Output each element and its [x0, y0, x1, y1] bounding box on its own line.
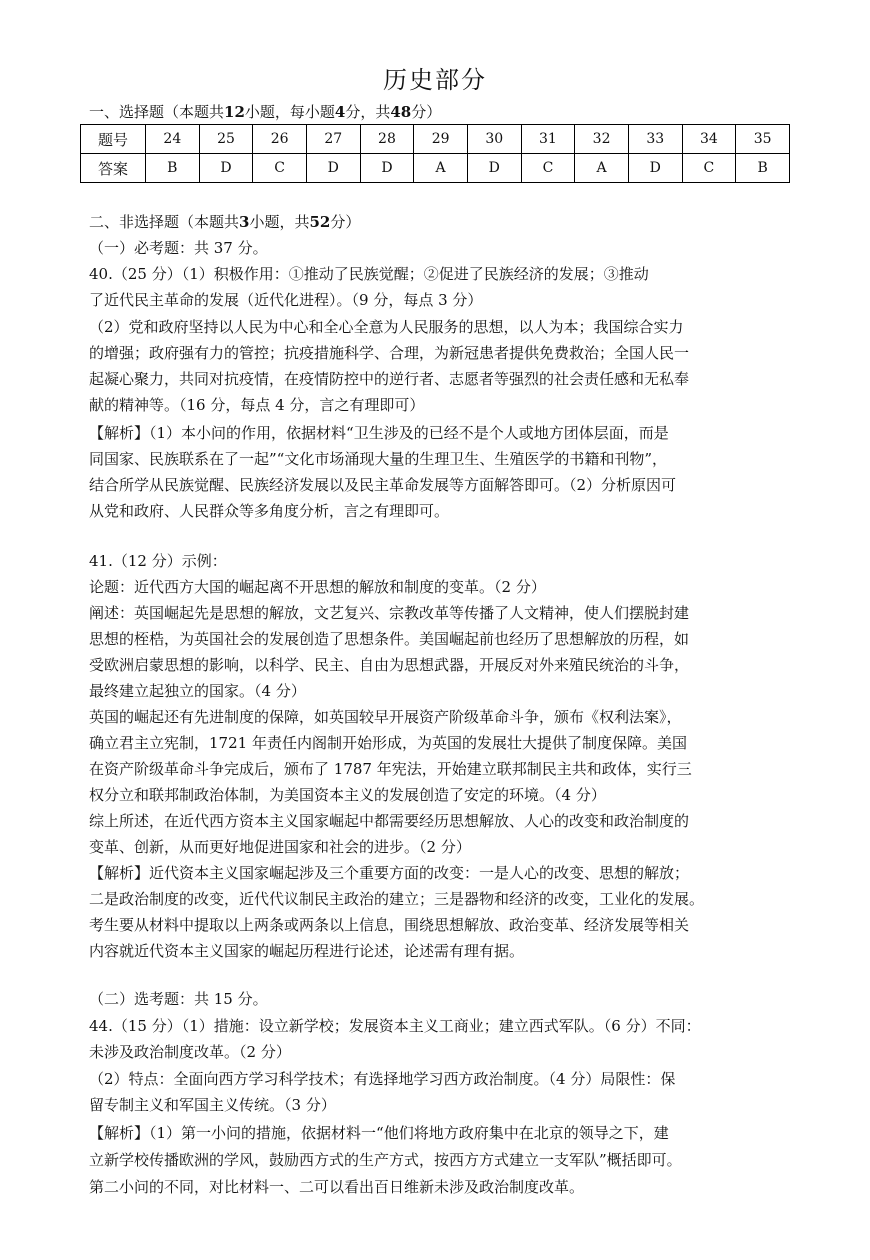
q41-heading: 41.（12 分）示例： [89, 552, 227, 570]
q44-analysis-line: 【解析】（1）第一小问的措施，依据材料一“他们将地方政府集中在北京的领导之下，建 [89, 1124, 669, 1142]
section-one-heading: 一、选择题（本题共12小题，每小题4分，共48分） [89, 103, 442, 121]
question-number: 25 [199, 125, 253, 154]
q41-answer-line: 最终建立起独立的国家。（4 分） [89, 682, 306, 700]
answer-cell: D [306, 154, 360, 183]
section-two-heading: 二、非选择题（本题共3小题，共52分） [89, 213, 361, 231]
q41-answer-line: 思想的桎梏，为英国社会的发展创造了思想条件。美国崛起前也经历了思想解放的历程，如 [89, 630, 690, 648]
answer-cell: A [575, 154, 629, 183]
q41-answer-line: 变革、创新，从而更好地促进国家和社会的进步。（2 分） [89, 838, 471, 856]
answer-cell: D [199, 154, 253, 183]
answer-cell: C [682, 154, 736, 183]
q41-answer-line: 论题：近代西方大国的崛起离不开思想的解放和制度的变革。（2 分） [89, 578, 546, 596]
question-number: 32 [575, 125, 629, 154]
answer-cell: C [521, 154, 575, 183]
question-number: 35 [736, 125, 790, 154]
subsection-required-heading: （一）必考题：共 37 分。 [89, 239, 268, 257]
q41-answer-line: 受欧洲启蒙思想的影响，以科学、民主、自由为思想武器，开展反对外来殖民统治的斗争， [89, 656, 690, 674]
answer-row [81, 154, 790, 183]
q41-analysis-line: 【解析】近代资本主义国家崛起涉及三个重要方面的改变：一是人心的改变、思想的解放； [89, 864, 690, 882]
question-number-row [81, 125, 790, 154]
question-number: 34 [682, 125, 736, 154]
q40-analysis-line: 结合所学从民族觉醒、民族经济发展以及民主革命发展等方面解答即可。（2）分析原因可 [89, 476, 677, 494]
answer-cell: C [253, 154, 307, 183]
q40-analysis-line: 同国家、民族联系在了一起”“文化市场涌现大量的生理卫生、生殖医学的书籍和刊物”， [89, 450, 668, 468]
answer-cell: B [736, 154, 790, 183]
answer-cell: B [146, 154, 200, 183]
q40-answer-line: 起凝心聚力，共同对抗疫情，在疫情防控中的逆行者、志愿者等强烈的社会责任感和无私奉 [89, 370, 690, 388]
question-number: 30 [467, 125, 521, 154]
q40-answer-line: （2）党和政府坚持以人民为中心和全心全意为人民服务的思想，以人为本；我国综合实力 [89, 318, 684, 336]
answer-table [80, 124, 790, 183]
q41-answer-line: 权分立和联邦制政治体制，为美国资本主义的发展创造了安定的环境。（4 分） [89, 786, 606, 804]
q44-analysis-line: 第二小问的不同，对比材料一、二可以看出百日维新未涉及政治制度改革。 [89, 1178, 585, 1196]
answer-cell: D [360, 154, 414, 183]
q44-answer-line: 44.（15 分）（1）措施：设立新学校；发展资本主义工商业；建立西式军队。（6 分）不同： [89, 1017, 701, 1035]
q44-answer-line: 未涉及政治制度改革。（2 分） [89, 1043, 291, 1061]
q41-analysis-line: 内容就近代资本主义国家的崛起历程进行论述，论述需有理有据。 [89, 942, 525, 960]
row-label-number: 题号 [81, 125, 146, 154]
subsection-elective-heading: （二）选考题：共 15 分。 [89, 990, 268, 1008]
q40-analysis-line: 【解析】（1）本小问的作用，依据材料“卫生涉及的已经不是个人或地方团体层面，而是 [89, 424, 669, 442]
q41-answer-line: 确立君主立宪制，1721 年责任内阁制开始形成，为英国的发展壮大提供了制度保障。美国 [89, 734, 687, 752]
question-number: 28 [360, 125, 414, 154]
q40-answer-line: 40.（25 分）（1）积极作用：①推动了民族觉醒；②促进了民族经济的发展；③推动 [89, 265, 649, 283]
page-title: 历史部分 [383, 66, 487, 94]
row-label-answer: 答案 [81, 154, 146, 183]
q44-answer-line: （2）特点：全面向西方学习科学技术；有选择地学习西方政治制度。（4 分）局限性：保 [89, 1070, 676, 1088]
q41-answer-line: 在资产阶级革命斗争完成后，颁布了 1787 年宪法，开始建立联邦制民主共和政体，实行三 [89, 760, 692, 778]
question-number: 33 [628, 125, 682, 154]
q40-answer-line: 献的精神等。（16 分，每点 4 分，言之有理即可） [89, 396, 425, 414]
answer-cell: D [467, 154, 521, 183]
q41-answer-line: 阐述：英国崛起先是思想的解放，文艺复兴、宗教改革等传播了人文精神，使人们摆脱封建 [89, 604, 690, 622]
question-number: 29 [414, 125, 468, 154]
question-number: 27 [306, 125, 360, 154]
q41-answer-line: 综上所述，在近代西方资本主义国家崛起中都需要经历思想解放、人心的改变和政治制度的 [89, 812, 690, 830]
question-number: 26 [253, 125, 307, 154]
q40-analysis-line: 从党和政府、人民群众等多角度分析，言之有理即可。 [89, 502, 450, 520]
answer-cell: A [414, 154, 468, 183]
question-number: 31 [521, 125, 575, 154]
q40-answer-line: 了近代民主革命的发展（近代化进程）。（9 分，每点 3 分） [89, 291, 483, 309]
q41-answer-line: 英国的崛起还有先进制度的保障，如英国较早开展资产阶级革命斗争，颁布《权利法案》， [89, 708, 682, 726]
q40-answer-line: 的增强；政府强有力的管控；抗疫措施科学、合理，为新冠患者提供免费救治；全国人民一 [89, 344, 690, 362]
question-number: 24 [146, 125, 200, 154]
q44-answer-line: 留专制主义和军国主义传统。（3 分） [89, 1096, 336, 1114]
answer-cell: D [628, 154, 682, 183]
q44-analysis-line: 立新学校传播欧洲的学风，鼓励西方式的生产方式，按西方方式建立一支军队”概括即可。 [89, 1151, 682, 1169]
q41-analysis-line: 考生要从材料中提取以上两条或两条以上信息，围绕思想解放、政治变革、经济发展等相关 [89, 916, 690, 934]
q41-analysis-line: 二是政治制度的改变，近代代议制民主政治的建立；三是器物和经济的改变，工业化的发展。 [89, 890, 705, 908]
